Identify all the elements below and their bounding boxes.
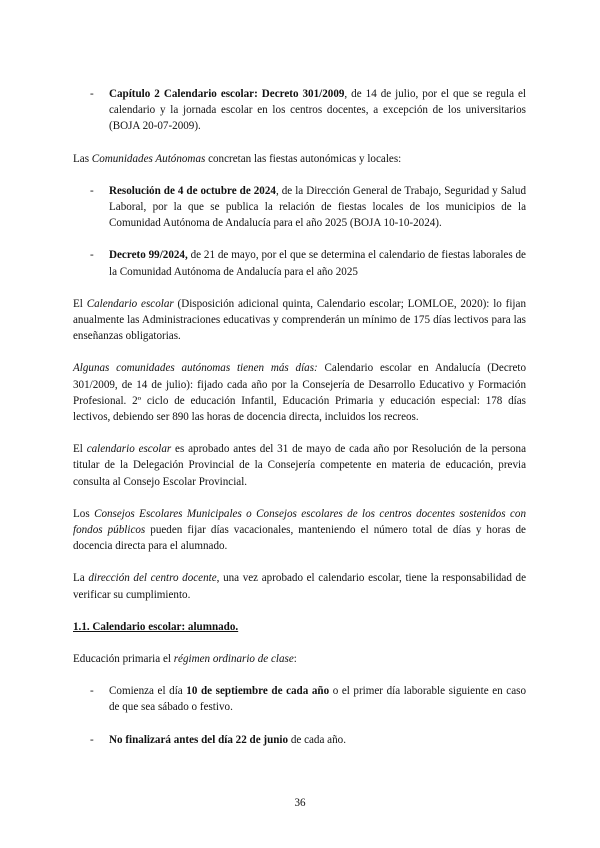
italic-term: dirección del centro docente <box>88 572 217 585</box>
bullet-bold-text: 10 de septiembre de cada año <box>186 685 330 698</box>
document-page <box>73 86 526 748</box>
bullet-text: de cada año. <box>288 733 346 746</box>
paragraph: Algunas comunidades autónomas tienen más días: Calendario escolar en Andalucía (Decreto 301/2009, de 14 de julio): fijado cada año por la Consejería de Desarrollo Educativo y Formación Profesional. 2º ciclo de educación Infantil, Educación Primaria y educación especial: 178 días lectivos, debiendo ser 890 las horas de docencia directa, incluidos los recreos. <box>73 362 526 424</box>
italic-term: Calendario escolar <box>86 297 174 310</box>
bullet-dash: - <box>90 88 94 100</box>
bullet-bold-text: Capítulo 2 Calendario escolar: Decreto 301/2009 <box>109 88 345 100</box>
bullet-dash: - <box>90 733 94 746</box>
section-heading: 1.1. Calendario escolar: alumnado. <box>73 620 239 633</box>
bullet-bold-text: Resolución de 4 de octubre de 2024 <box>109 184 276 197</box>
bullet-dash: - <box>90 685 94 698</box>
bullet-text: de 21 de mayo, por el que se determina el calendario de fiestas laborales de la Comunidad Autónoma de Andalucía para el año 2025 <box>109 249 526 278</box>
italic-term: Algunas comunidades autónomas tienen más días: <box>73 362 318 375</box>
list-item: - Comienza el día 10 de septiembre de cada año o el primer día laborable siguiente en caso de que sea sábado o festivo. <box>90 685 526 714</box>
paragraph: La dirección del centro docente, una vez aprobado el calendario escolar, tiene la responsabilidad de verificar su cumplimiento. <box>73 572 526 601</box>
bullet-bold-text: Decreto 99/2024, <box>109 249 188 262</box>
list-item <box>73 247 526 279</box>
italic-term: Consejos Escolares Municipales o Consejos escolares de los centros docentes sostenidos con fondos públicos <box>73 507 526 537</box>
italic-term: Comunidades Autónomas <box>91 152 206 165</box>
list-item <box>73 732 526 748</box>
page-number: 36 <box>294 797 306 809</box>
paragraph: Educación primaria el régimen ordinario de clase: <box>73 653 297 666</box>
bullet-dash: - <box>90 184 94 197</box>
paragraph: Los Consejos Escolares Municipales o Consejos escolares de los centros docentes sostenidos con fondos públicos pueden fijar días vacacionales, manteniendo el número total de días y horas de docencia directa para el alumnado. <box>73 507 526 553</box>
paragraph: El calendario escolar es aprobado antes del 31 de mayo de cada año por Resolución de la persona titular de la Delegación Provincial de la Consejería competente en materia de educación, previa consulta al Consejo Escolar Provincial. <box>73 443 527 488</box>
bullet-text: , de 14 de julio, por el que se regula el calendario y la jornada escolar en los centros docentes, a excepción de los universitarios (BOJA 20-07-2009). <box>109 88 527 133</box>
italic-term: régimen ordinario de clase <box>173 653 294 666</box>
paragraph: Las Comunidades Autónomas concretan las fiestas autonómicas y locales: <box>73 152 402 165</box>
italic-term: calendario escolar <box>86 443 172 456</box>
paragraph: El Calendario escolar (Disposición adicional quinta, Calendario escolar; LOMLOE, 2020): lo fijan anualmente las Administraciones educativas y comprenderán un mínimo de 175 días lectivos para las enseñanzas obligatorias. <box>73 297 526 343</box>
bullet-dash: - <box>90 249 94 262</box>
list-item <box>73 86 526 135</box>
list-item <box>73 183 526 232</box>
bullet-text: o el primer día laborable siguiente en caso de que sea sábado o festivo. <box>109 685 526 714</box>
bullet-bold-text: No finalizará antes del día 22 de junio <box>109 733 289 746</box>
bullet-text: , de la Dirección General de Trabajo, Seguridad y Salud Laboral, por la que se publica la relación de fiestas locales de los municipios de la Comunidad Autónoma de Andalucía para el año 2025 (BOJA 10-10-2024). <box>109 184 526 230</box>
